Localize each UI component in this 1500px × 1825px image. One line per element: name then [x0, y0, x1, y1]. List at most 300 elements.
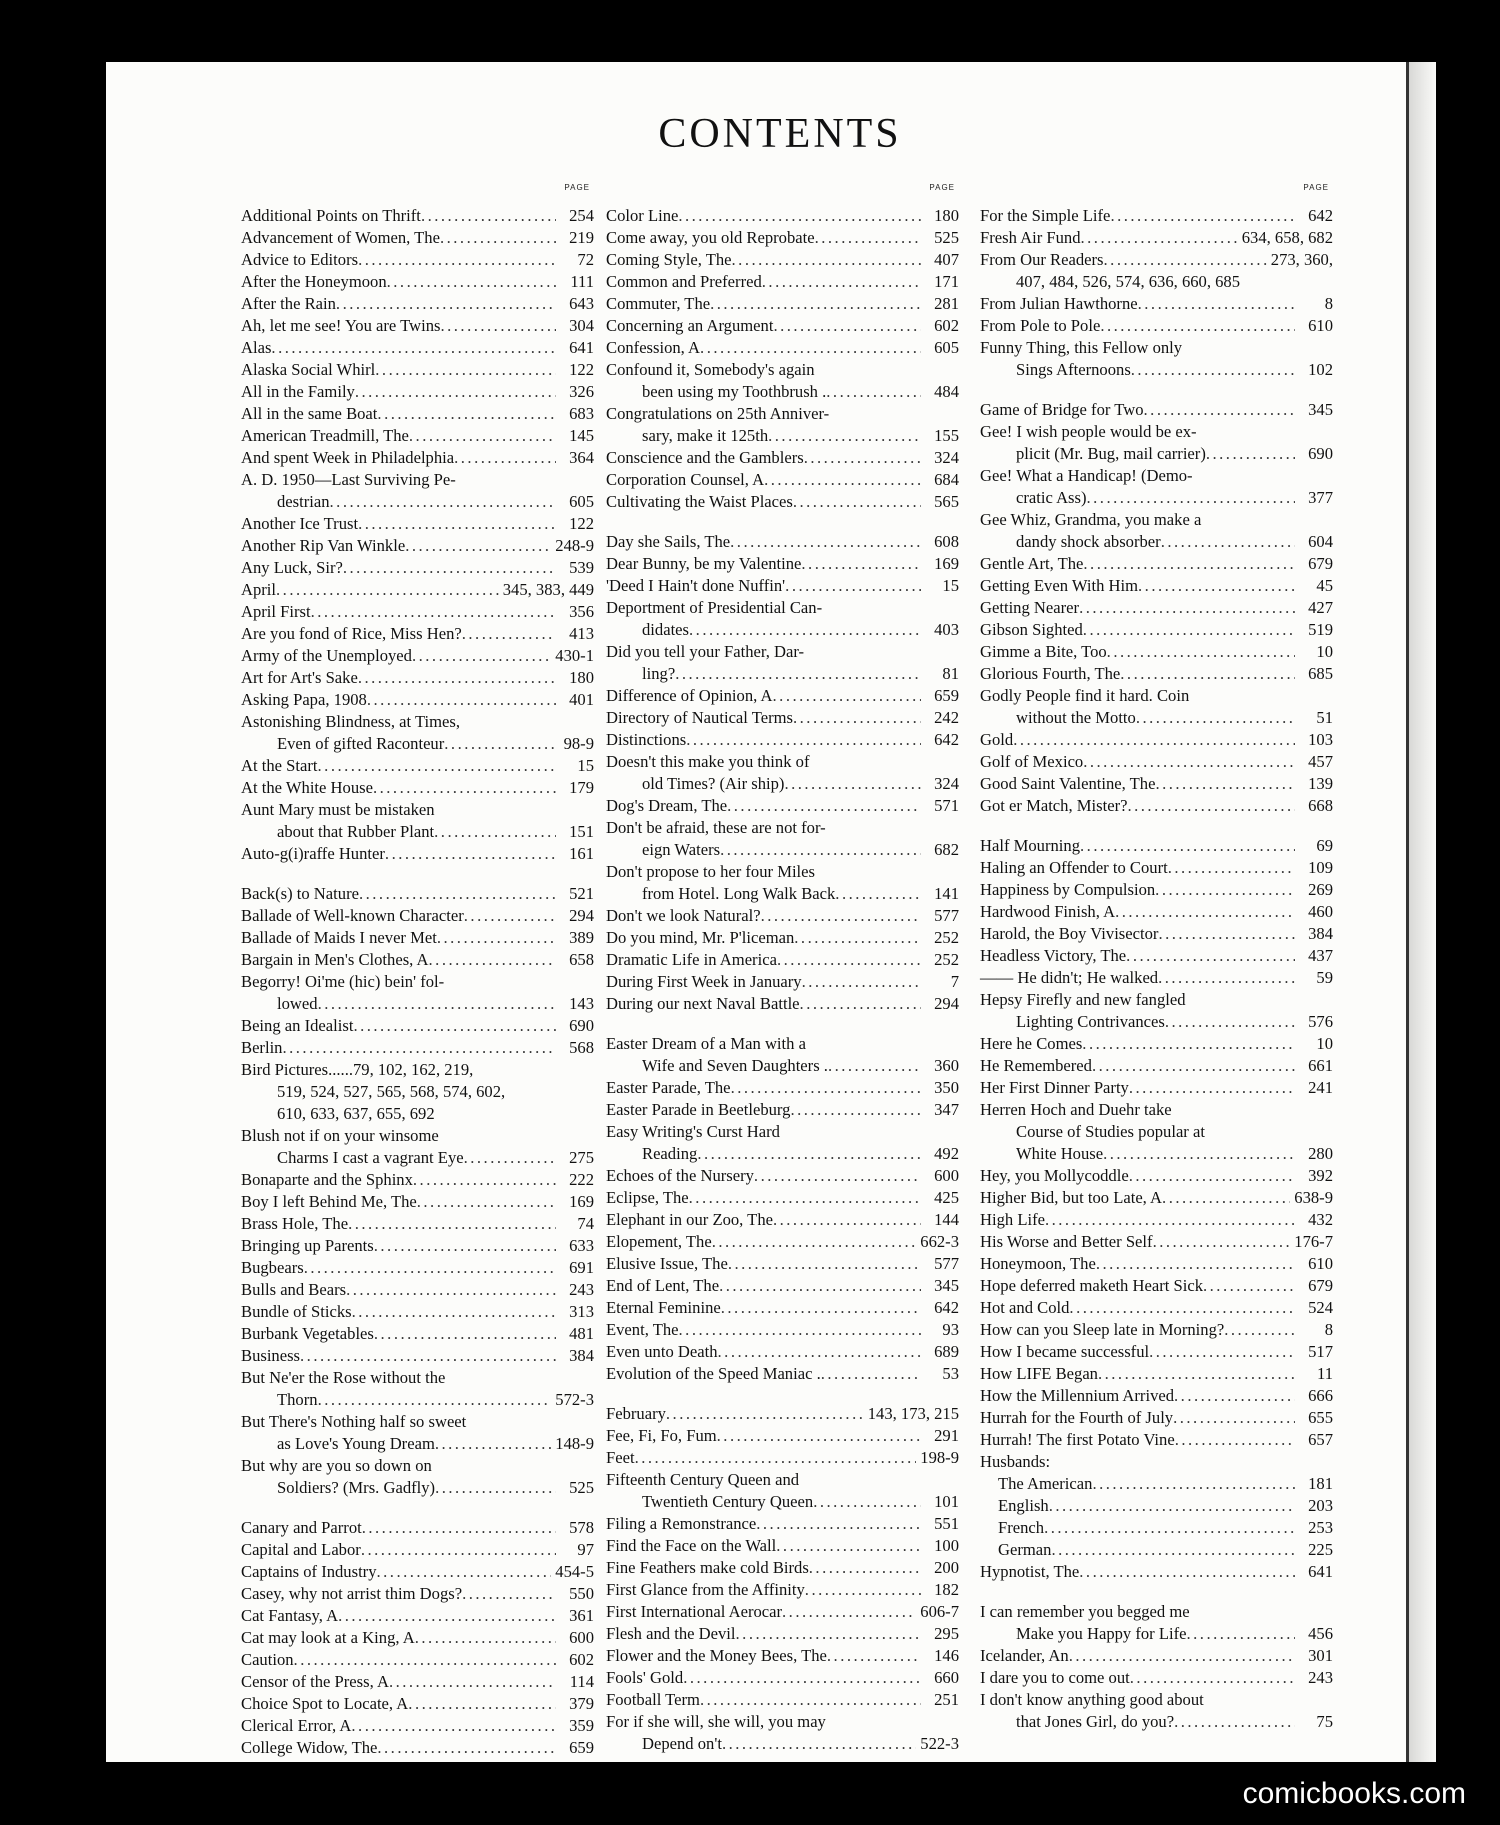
dot-leader	[700, 1689, 921, 1711]
dot-leader	[719, 1275, 921, 1297]
contents-entry	[606, 1579, 959, 1601]
dot-leader	[358, 249, 556, 271]
entry-line	[606, 773, 959, 795]
contents-entry	[241, 557, 594, 579]
entry-line	[241, 1301, 594, 1323]
dot-leader	[1165, 1011, 1295, 1033]
dot-leader	[429, 949, 556, 971]
entry-title: that Jones Girl, do you?	[1016, 1712, 1175, 1731]
entry-line	[980, 1209, 1333, 1231]
entry-line	[606, 839, 959, 861]
entry-title: Dramatic Life in America	[606, 950, 777, 969]
entry-title: Astonishing Blindness, at Times,	[241, 712, 460, 731]
contents-entry	[606, 403, 959, 447]
entry-title: Got er Match, Mister?	[980, 796, 1128, 815]
dot-leader	[721, 1297, 921, 1319]
entry-page-number: 392	[1308, 1166, 1333, 1185]
entry-title: 407, 484, 526, 574, 636, 660, 685	[1016, 272, 1241, 291]
entry-title: eign Waters	[642, 840, 721, 859]
dot-leader	[1155, 773, 1295, 795]
entry-line	[606, 491, 959, 513]
entry-title: Hot and Cold	[980, 1298, 1070, 1317]
dot-leader	[736, 1623, 921, 1645]
entry-line	[241, 1411, 594, 1433]
contents-entry	[980, 465, 1333, 509]
dot-leader	[793, 491, 921, 513]
entry-line	[241, 1715, 594, 1737]
entry-page-number: 69	[1316, 836, 1333, 855]
entry-line	[241, 1389, 594, 1411]
contents-entry	[241, 1539, 594, 1561]
entry-page-number: 75	[1316, 1712, 1333, 1731]
entry-title: Difference of Opinion, A	[606, 686, 773, 705]
entry-page-number: 269	[1308, 880, 1333, 899]
contents-entry	[241, 1517, 594, 1539]
entry-title: Charms I cast a vagrant Eye	[277, 1148, 464, 1167]
entry-page-number: 176-7	[1294, 1232, 1333, 1251]
contents-entry	[980, 1253, 1333, 1275]
section-gap	[606, 1015, 959, 1033]
entry-line	[980, 249, 1333, 271]
entry-title: Gold	[980, 730, 1014, 749]
entry-line	[980, 399, 1333, 421]
contents-entry	[606, 1623, 959, 1645]
entry-title: Boy I left Behind Me, The	[241, 1192, 417, 1211]
dot-leader	[776, 1535, 921, 1557]
entry-title: Gentle Art, The	[980, 554, 1084, 573]
entry-page-number: 643	[569, 294, 594, 313]
contents-entry	[980, 1667, 1333, 1689]
dot-leader	[1100, 315, 1295, 337]
contents-entry	[241, 403, 594, 425]
entry-title: old Times? (Air ship)	[642, 774, 785, 793]
contents-entry	[241, 645, 594, 667]
entry-line	[241, 667, 594, 689]
dot-leader	[434, 821, 556, 843]
entry-line	[606, 271, 959, 293]
contents-entry	[606, 971, 959, 993]
entry-title: Capital and Labor	[241, 1540, 361, 1559]
entry-line	[241, 1147, 594, 1169]
entry-page-number: 8	[1324, 1320, 1333, 1339]
entry-title: High Life	[980, 1210, 1045, 1229]
contents-entry	[980, 1407, 1333, 1429]
entry-page-number: 122	[569, 514, 594, 533]
contents-entry	[980, 1319, 1333, 1341]
entry-page-number: 345	[1308, 400, 1333, 419]
entry-page-number: 243	[569, 1280, 594, 1299]
entry-page-number: 350	[934, 1078, 959, 1097]
entry-line	[241, 1367, 594, 1389]
entry-page-number: 539	[569, 558, 594, 577]
entry-title: from Hotel. Long Walk Back	[642, 884, 836, 903]
entry-line	[980, 337, 1333, 359]
entry-line	[980, 967, 1333, 989]
dot-leader	[1175, 1429, 1295, 1451]
dot-leader	[336, 293, 556, 315]
entry-line	[241, 733, 594, 755]
entry-page-number: 519	[1308, 620, 1333, 639]
entry-line	[606, 1165, 959, 1187]
entry-page-number: 313	[569, 1302, 594, 1321]
dot-leader	[359, 883, 556, 905]
entry-title: Reading	[642, 1144, 698, 1163]
entry-title: From Our Readers	[980, 250, 1104, 269]
contents-entry	[980, 773, 1333, 795]
entry-page-number: 642	[934, 730, 959, 749]
dot-leader	[464, 905, 556, 927]
entry-line	[606, 1231, 959, 1253]
entry-line	[241, 1059, 594, 1081]
contents-entry	[241, 513, 594, 535]
entry-title: Bundle of Sticks	[241, 1302, 352, 1321]
entry-page-number: 682	[934, 840, 959, 859]
entry-line	[980, 1363, 1333, 1385]
entry-title: Fresh Air Fund	[980, 228, 1081, 247]
contents-entry	[241, 1583, 594, 1605]
entry-title: Hurrah! The first Potato Vine	[980, 1430, 1175, 1449]
entry-line	[241, 645, 594, 667]
entry-page-number: 642	[934, 1298, 959, 1317]
entry-title: Soldiers? (Mrs. Gadfly)	[277, 1478, 436, 1497]
dot-leader	[1153, 1231, 1291, 1253]
entry-line	[241, 1671, 594, 1693]
page-column-header: PAGE	[929, 183, 955, 192]
entry-line	[606, 707, 959, 729]
dot-leader	[358, 513, 556, 535]
entry-title: Caution	[241, 1650, 294, 1669]
dot-leader	[1161, 531, 1295, 553]
entry-title: Easter Parade, The	[606, 1078, 731, 1097]
entry-title: dandy shock absorber	[1016, 532, 1161, 551]
dot-leader	[802, 971, 921, 993]
entry-title: All in the Family	[241, 382, 355, 401]
contents-entry	[241, 227, 594, 249]
dot-leader	[440, 315, 556, 337]
entry-line	[980, 1341, 1333, 1363]
contents-entry	[606, 575, 959, 597]
entry-page-number: 456	[1308, 1624, 1333, 1643]
entry-page-number: 602	[569, 1650, 594, 1669]
section-gap	[980, 1583, 1333, 1601]
entry-line	[980, 707, 1333, 729]
entry-line	[980, 795, 1333, 817]
contents-entry	[241, 883, 594, 905]
dot-leader	[362, 1517, 556, 1539]
entry-page-number: 413	[569, 624, 594, 643]
dot-leader	[361, 1539, 556, 1561]
entry-line	[606, 1055, 959, 1077]
entry-line	[606, 1121, 959, 1143]
contents-entry	[606, 1403, 959, 1425]
contents-entry	[980, 205, 1333, 227]
entry-page-number: 401	[569, 690, 594, 709]
entry-page-number: 690	[1308, 444, 1333, 463]
entry-page-number: 389	[569, 928, 594, 947]
entry-line	[241, 971, 594, 993]
entry-title: Good Saint Valentine, The	[980, 774, 1156, 793]
entry-line	[606, 1425, 959, 1447]
entry-page-number: 139	[1308, 774, 1333, 793]
entry-line	[980, 1601, 1333, 1623]
dot-leader	[408, 1693, 556, 1715]
entry-page-number: 685	[1308, 664, 1333, 683]
entry-page-number: 604	[1308, 532, 1333, 551]
entry-page-number: 251	[934, 1690, 959, 1709]
entry-page-number: 457	[1308, 752, 1333, 771]
dot-leader	[697, 1143, 921, 1165]
entry-line	[241, 1213, 594, 1235]
dot-leader	[421, 205, 556, 227]
entry-page-number: 148-9	[555, 1434, 594, 1453]
dot-leader	[718, 1341, 921, 1363]
entry-title: Don't be afraid, these are not for-	[606, 818, 826, 837]
page-gutter-edge	[1406, 62, 1409, 1762]
entry-title: How LIFE Began	[980, 1364, 1098, 1383]
contents-entry	[980, 597, 1333, 619]
entry-title: But There's Nothing half so sweet	[241, 1412, 467, 1431]
entry-title: Gee! What a Handicap! (Demo-	[980, 466, 1193, 485]
entry-line	[241, 1649, 594, 1671]
entry-page-number: 427	[1308, 598, 1333, 617]
entry-page-number: 98-9	[563, 734, 594, 753]
entry-title: Back(s) to Nature	[241, 884, 359, 903]
dot-leader	[683, 1667, 921, 1689]
entry-title: Dog's Dream, The	[606, 796, 728, 815]
entry-page-number: 304	[569, 316, 594, 335]
entry-title: How can you Sleep late in Morning?	[980, 1320, 1225, 1339]
entry-page-number: 572-3	[555, 1390, 594, 1409]
contents-entry	[606, 1645, 959, 1667]
dot-leader	[732, 249, 921, 271]
entry-page-number: 384	[1308, 924, 1333, 943]
entry-line	[606, 905, 959, 927]
entry-page-number: 683	[569, 404, 594, 423]
contents-column-1	[241, 183, 594, 1759]
entry-page-number: 517	[1308, 1342, 1333, 1361]
entry-title: Bird Pictures......79, 102, 162, 219,	[241, 1060, 474, 1079]
dot-leader	[276, 579, 499, 601]
contents-entry	[980, 641, 1333, 663]
dot-leader	[804, 447, 921, 469]
dot-leader	[375, 359, 556, 381]
section-gap	[606, 1385, 959, 1403]
entry-title: Bulls and Bears	[241, 1280, 347, 1299]
contents-entry	[606, 531, 959, 553]
entry-title: After the Honeymoon	[241, 272, 387, 291]
contents-entry	[980, 901, 1333, 923]
entry-title: Herren Hoch and Duehr take	[980, 1100, 1172, 1119]
entry-line	[980, 663, 1333, 685]
dot-leader	[415, 1627, 556, 1649]
entry-page-number: 430-1	[555, 646, 594, 665]
dot-leader	[1149, 1341, 1295, 1363]
entry-line	[241, 1191, 594, 1213]
entry-title: Bugbears	[241, 1258, 304, 1277]
entry-title: Come away, you old Reprobate	[606, 228, 815, 247]
entry-title: Blush not if on your winsome	[241, 1126, 439, 1145]
entry-title: Another Rip Van Winkle	[241, 536, 406, 555]
dot-leader	[1203, 1275, 1295, 1297]
entry-title: All in the same Boat	[241, 404, 378, 423]
dot-leader	[1224, 1319, 1295, 1341]
dot-leader	[761, 905, 921, 927]
contents-entry	[980, 1275, 1333, 1297]
entry-line	[980, 1561, 1333, 1583]
entry-line	[606, 531, 959, 553]
entry-line	[606, 1469, 959, 1491]
dot-leader	[1081, 227, 1238, 249]
entry-line	[980, 1385, 1333, 1407]
contents-entry	[241, 1345, 594, 1367]
dot-leader	[1080, 835, 1295, 857]
entry-page-number: 200	[934, 1558, 959, 1577]
entry-title: Make you Happy for Life	[1016, 1624, 1187, 1643]
entry-title: February	[606, 1404, 666, 1423]
dot-leader	[389, 1671, 556, 1693]
entry-title: Haling an Offender to Court	[980, 858, 1168, 877]
dot-leader	[1144, 399, 1295, 421]
entry-line	[980, 1495, 1333, 1517]
contents-entry	[980, 1601, 1333, 1645]
entry-page-number: 146	[934, 1646, 959, 1665]
entry-line	[241, 905, 594, 927]
contents-entry	[241, 293, 594, 315]
dot-leader	[282, 1037, 556, 1059]
contents-entry	[241, 601, 594, 623]
entry-title: Elusive Issue, The	[606, 1254, 728, 1273]
dot-leader	[794, 927, 921, 949]
contents-entry	[980, 1033, 1333, 1055]
dot-leader	[1129, 1165, 1295, 1187]
contents-entry	[980, 795, 1333, 817]
entry-page-number: 407	[934, 250, 959, 269]
dot-leader	[827, 1645, 921, 1667]
contents-entry	[241, 1037, 594, 1059]
contents-entry	[606, 729, 959, 751]
contents-column-2	[606, 183, 959, 1755]
dot-leader	[1158, 923, 1295, 945]
entry-title: Casey, why not arrist thim Dogs?	[241, 1584, 463, 1603]
contents-entry	[241, 315, 594, 337]
entry-title: Alaska Social Whirl	[241, 360, 376, 379]
entry-line	[980, 1539, 1333, 1561]
entry-line	[241, 513, 594, 535]
entry-page-number: 345, 383, 449	[502, 580, 594, 599]
entry-page-number: 10	[1316, 642, 1333, 661]
dot-leader	[1187, 1623, 1296, 1645]
entry-page-number: 691	[569, 1258, 594, 1277]
contents-entry	[606, 1033, 959, 1077]
entry-line	[606, 993, 959, 1015]
entry-line	[980, 835, 1333, 857]
dot-leader	[801, 553, 921, 575]
entry-line	[606, 971, 959, 993]
dot-leader	[1158, 967, 1295, 989]
entry-line	[606, 751, 959, 773]
entry-title: His Worse and Better Self	[980, 1232, 1153, 1251]
entry-page-number: 460	[1308, 902, 1333, 921]
dot-leader	[784, 773, 921, 795]
contents-entry	[241, 1257, 594, 1279]
entry-page-number: 181	[1308, 1474, 1333, 1493]
entry-title: Common and Preferred	[606, 272, 762, 291]
entry-title: Evolution of the Speed Maniac .	[606, 1364, 821, 1383]
dot-leader	[374, 1235, 556, 1257]
contents-entry	[606, 337, 959, 359]
contents-entry	[606, 1253, 959, 1275]
page-column-header: PAGE	[564, 183, 590, 192]
entry-page-number: 326	[569, 382, 594, 401]
entry-line	[980, 1143, 1333, 1165]
entry-page-number: 577	[934, 1254, 959, 1273]
contents-entry	[980, 619, 1333, 641]
dot-leader	[440, 227, 556, 249]
dot-leader	[800, 993, 921, 1015]
entry-title: Glorious Fourth, The	[980, 664, 1121, 683]
dot-leader	[1155, 879, 1295, 901]
entry-page-number: 525	[569, 1478, 594, 1497]
contents-entry	[241, 623, 594, 645]
entry-line	[241, 337, 594, 359]
entry-line	[606, 425, 959, 447]
entry-page-number: 576	[1308, 1012, 1333, 1031]
dot-leader	[1138, 293, 1295, 315]
dot-leader	[710, 293, 921, 315]
dot-leader	[768, 425, 921, 447]
contents-entry	[241, 927, 594, 949]
contents-entry	[606, 1425, 959, 1447]
entry-page-number: 281	[934, 294, 959, 313]
dot-leader	[343, 557, 556, 579]
entry-page-number: 360	[934, 1056, 959, 1075]
entry-page-number: 551	[934, 1514, 959, 1533]
entry-title: Ballade of Well-known Character	[241, 906, 464, 925]
entry-page-number: 254	[569, 206, 594, 225]
entry-line	[241, 623, 594, 645]
entry-page-number: 454-5	[555, 1562, 594, 1581]
section-gap	[980, 381, 1333, 399]
entry-title: plicit (Mr. Bug, mail carrier)	[1016, 444, 1206, 463]
entry-title: Alas	[241, 338, 272, 357]
entry-line	[606, 1667, 959, 1689]
entry-title: Gee! I wish people would be ex-	[980, 422, 1197, 441]
entry-title: Depend on't	[642, 1734, 722, 1753]
contents-entry	[241, 777, 594, 799]
entry-title: Cat may look at a King, A	[241, 1628, 415, 1647]
entry-title: Gimme a Bite, Too	[980, 642, 1107, 661]
contents-entry	[241, 799, 594, 843]
entry-line	[980, 1667, 1333, 1689]
entry-line	[606, 1447, 959, 1469]
dot-leader	[1104, 249, 1267, 271]
entry-page-number: 571	[934, 796, 959, 815]
entry-line	[241, 755, 594, 777]
entry-title: The American	[998, 1474, 1093, 1493]
entry-title: Confound it, Somebody's again	[606, 360, 815, 379]
dot-leader	[1120, 663, 1295, 685]
contents-entry	[241, 1737, 594, 1759]
entry-line	[606, 575, 959, 597]
entry-page-number: 550	[569, 1584, 594, 1603]
entry-title: Art for Art's Sake	[241, 668, 358, 687]
entry-page-number: 690	[569, 1016, 594, 1035]
contents-entry	[241, 447, 594, 469]
entry-page-number: 169	[569, 1192, 594, 1211]
dot-leader	[355, 381, 556, 403]
entry-line	[980, 901, 1333, 923]
entry-title: During our next Naval Battle	[606, 994, 800, 1013]
